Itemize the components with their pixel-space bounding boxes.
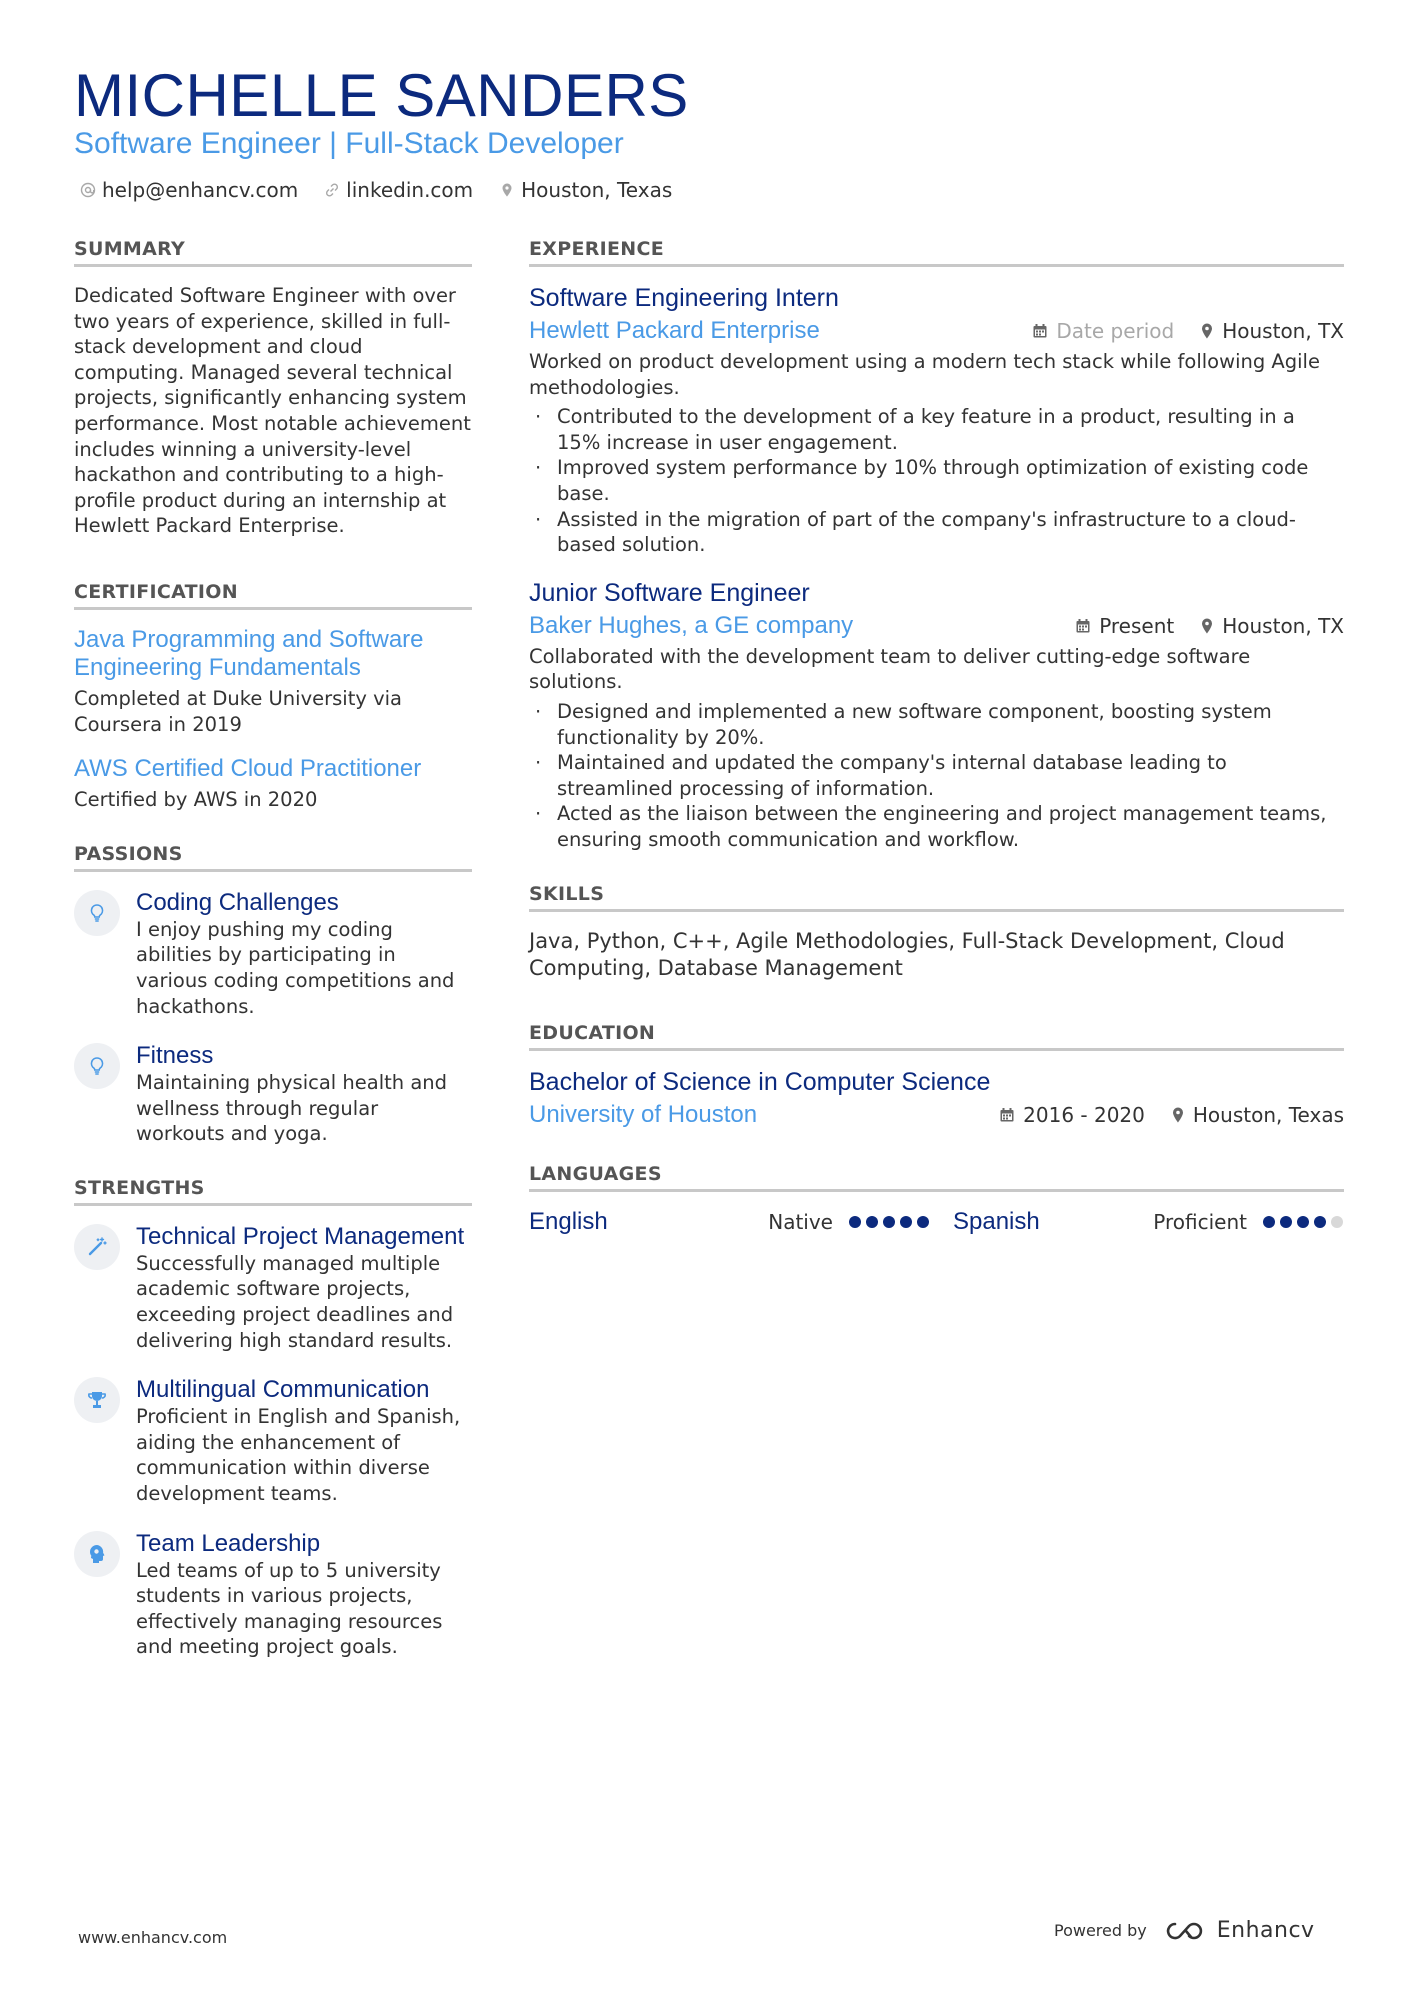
job-summary: Collaborated with the development team to deliver cutting-edge software solutions.	[529, 644, 1251, 694]
job-date	[1075, 614, 1174, 638]
contact-email[interactable]	[80, 178, 298, 202]
summary-section	[74, 238, 472, 539]
passion-desc: Maintaining physical health and wellness through regular workouts and yoga.	[136, 1071, 448, 1146]
skills-heading: SKILLS	[529, 883, 1344, 912]
magic-wand-icon	[74, 1224, 120, 1270]
language-item	[529, 1208, 929, 1236]
rating-dot	[900, 1216, 912, 1228]
education-date-text: 2016 - 2020	[1023, 1102, 1145, 1127]
job-bullet: · Assisted in the migration of part of the company's infrastructure to a cloud-based solution.	[529, 507, 1344, 558]
job-role: Junior Software Engineer	[529, 578, 810, 607]
certification-desc: Certified by AWS in 2020	[74, 788, 318, 812]
experience-heading: EXPERIENCE	[529, 238, 1344, 267]
rating-dot	[1263, 1216, 1275, 1228]
certification-title: AWS Certified Cloud Practitioner	[74, 755, 422, 783]
location-pin-icon	[499, 182, 515, 198]
contact-location	[499, 178, 672, 202]
brand-name: Enhancv	[1216, 1918, 1315, 1943]
head-brain-icon	[74, 1531, 120, 1577]
candidate-title: Software Engineer | Full-Stack Developer	[74, 127, 624, 160]
certification-title: Java Programming and Software Engineering Fundamentals	[74, 625, 424, 681]
experience-item	[529, 578, 1344, 853]
education-school: University of Houston	[529, 1100, 758, 1128]
strength-desc: Proficient in English and Spanish, aiding the enhancement of communication within diverse development teams.	[136, 1405, 461, 1506]
left-column	[74, 238, 472, 1682]
rating-dot	[1280, 1216, 1292, 1228]
contact-email-text: help@enhancv.com	[102, 178, 299, 202]
language-name: Spanish	[953, 1207, 1040, 1235]
job-date	[1032, 319, 1174, 343]
powered-by-label: Powered by	[1054, 1921, 1147, 1940]
job-bullet: · Improved system performance by 10% through optimization of existing code base.	[529, 455, 1344, 506]
contact-location-text: Houston, Texas	[521, 178, 673, 202]
passions-section	[74, 843, 472, 1147]
languages-heading: LANGUAGES	[529, 1163, 1344, 1192]
passion-title: Fitness	[136, 1042, 214, 1070]
contact-row	[80, 178, 672, 202]
experience-section	[529, 238, 1344, 853]
certification-section	[74, 581, 472, 813]
job-company: Baker Hughes, a GE company	[529, 611, 854, 639]
language-item	[953, 1208, 1343, 1236]
calendar-icon	[999, 1107, 1015, 1123]
strength-item	[74, 1529, 472, 1660]
at-icon	[80, 182, 96, 198]
job-bullet: · Acted as the liaison between the engineering and project management teams, ensuring smooth communication and workflow.	[529, 801, 1344, 852]
passion-desc: I enjoy pushing my coding abilities by participating in various coding competitions and hackathons.	[136, 917, 455, 1018]
lightbulb-icon	[74, 1043, 120, 1089]
passion-item	[74, 1041, 472, 1147]
skills-section	[529, 883, 1344, 982]
certification-item	[74, 626, 472, 737]
job-bullets	[529, 699, 1344, 853]
rating-dot	[883, 1216, 895, 1228]
strength-title: Multilingual Communication	[136, 1376, 430, 1404]
certification-heading: CERTIFICATION	[74, 581, 472, 610]
education-location	[1171, 1103, 1344, 1127]
passions-heading: PASSIONS	[74, 843, 472, 872]
job-bullet: · Contributed to the development of a key feature in a product, resulting in a 15% increase in user engagement.	[529, 404, 1344, 455]
strengths-heading: STRENGTHS	[74, 1177, 472, 1206]
calendar-icon	[1032, 323, 1048, 339]
rating-dot	[849, 1216, 861, 1228]
rating-dot	[1314, 1216, 1326, 1228]
contact-linkedin[interactable]	[324, 178, 473, 202]
footer-branding	[1054, 1918, 1315, 1943]
language-level: Native	[768, 1209, 833, 1234]
right-column	[529, 238, 1344, 1236]
summary-text: Dedicated Software Engineer with over two years of experience, skilled in full-stack development and cloud computing. Managed several technical projects, significantly enhancing system performance. Most notable achievement includes winning a university-level hackathon and contributing to a high-profile product during an internship at Hewlett Packard Enterprise.	[74, 284, 471, 538]
job-location	[1200, 614, 1344, 638]
passion-title: Coding Challenges	[136, 888, 339, 916]
education-location-text: Houston, Texas	[1192, 1102, 1344, 1127]
candidate-name: MICHELLE SANDERS	[74, 62, 689, 129]
job-date-text: Date period	[1056, 319, 1175, 343]
job-date-text: Present	[1099, 613, 1175, 638]
strengths-section	[74, 1177, 472, 1660]
enhancv-logo[interactable]	[1163, 1918, 1315, 1943]
job-location-text: Houston, TX	[1222, 319, 1344, 343]
certification-desc: Completed at Duke University via Coursera in 2019	[74, 686, 402, 736]
rating-dot	[1297, 1216, 1309, 1228]
strength-desc: Led teams of up to 5 university students in various projects, effectively managing resources and meeting project goals.	[136, 1558, 443, 1659]
calendar-icon	[1075, 618, 1091, 634]
education-date	[999, 1103, 1145, 1127]
job-bullets	[529, 404, 1344, 558]
link-icon	[324, 182, 340, 198]
strength-title: Technical Project Management	[136, 1222, 465, 1250]
education-heading: EDUCATION	[529, 1022, 1344, 1051]
certification-item	[74, 755, 472, 813]
location-pin-icon	[1200, 323, 1214, 339]
footer-website[interactable]: www.enhancv.com	[78, 1928, 228, 1947]
education-degree: Bachelor of Science in Computer Science	[529, 1067, 991, 1096]
passion-item	[74, 888, 472, 1019]
job-bullet: · Maintained and updated the company's internal database leading to streamlined processing of information.	[529, 750, 1344, 801]
strength-item	[74, 1222, 472, 1353]
job-location-text: Houston, TX	[1222, 613, 1344, 638]
lightbulb-icon	[74, 890, 120, 936]
rating-dot	[1331, 1216, 1343, 1228]
strength-item	[74, 1375, 472, 1506]
trophy-icon	[74, 1377, 120, 1423]
job-summary: Worked on product development using a modern tech stack while following Agile methodologies.	[529, 350, 1320, 399]
summary-heading: SUMMARY	[74, 238, 472, 267]
experience-item	[529, 283, 1344, 558]
rating-dot	[917, 1216, 929, 1228]
strength-desc: Successfully managed multiple academic software projects, exceeding project deadlines and delivering high standard results.	[136, 1251, 454, 1352]
job-bullet: · Designed and implemented a new software component, boosting system functionality by 20%.	[529, 699, 1344, 750]
rating-dot	[866, 1216, 878, 1228]
job-role: Software Engineering Intern	[529, 284, 839, 312]
skills-text: Java, Python, C++, Agile Methodologies, Full-Stack Development, Cloud Computing, Database Management	[529, 928, 1285, 980]
language-rating	[849, 1216, 929, 1228]
location-pin-icon	[1171, 1107, 1185, 1123]
language-rating	[1263, 1216, 1343, 1228]
strength-title: Team Leadership	[136, 1529, 321, 1557]
language-level: Proficient	[1153, 1209, 1247, 1234]
languages-section	[529, 1163, 1344, 1236]
job-company: Hewlett Packard Enterprise	[529, 317, 820, 344]
education-section	[529, 1022, 1344, 1129]
job-location	[1200, 319, 1344, 343]
contact-linkedin-text: linkedin.com	[346, 178, 474, 202]
location-pin-icon	[1200, 618, 1214, 634]
language-name: English	[529, 1207, 608, 1235]
infinity-icon	[1163, 1919, 1209, 1943]
